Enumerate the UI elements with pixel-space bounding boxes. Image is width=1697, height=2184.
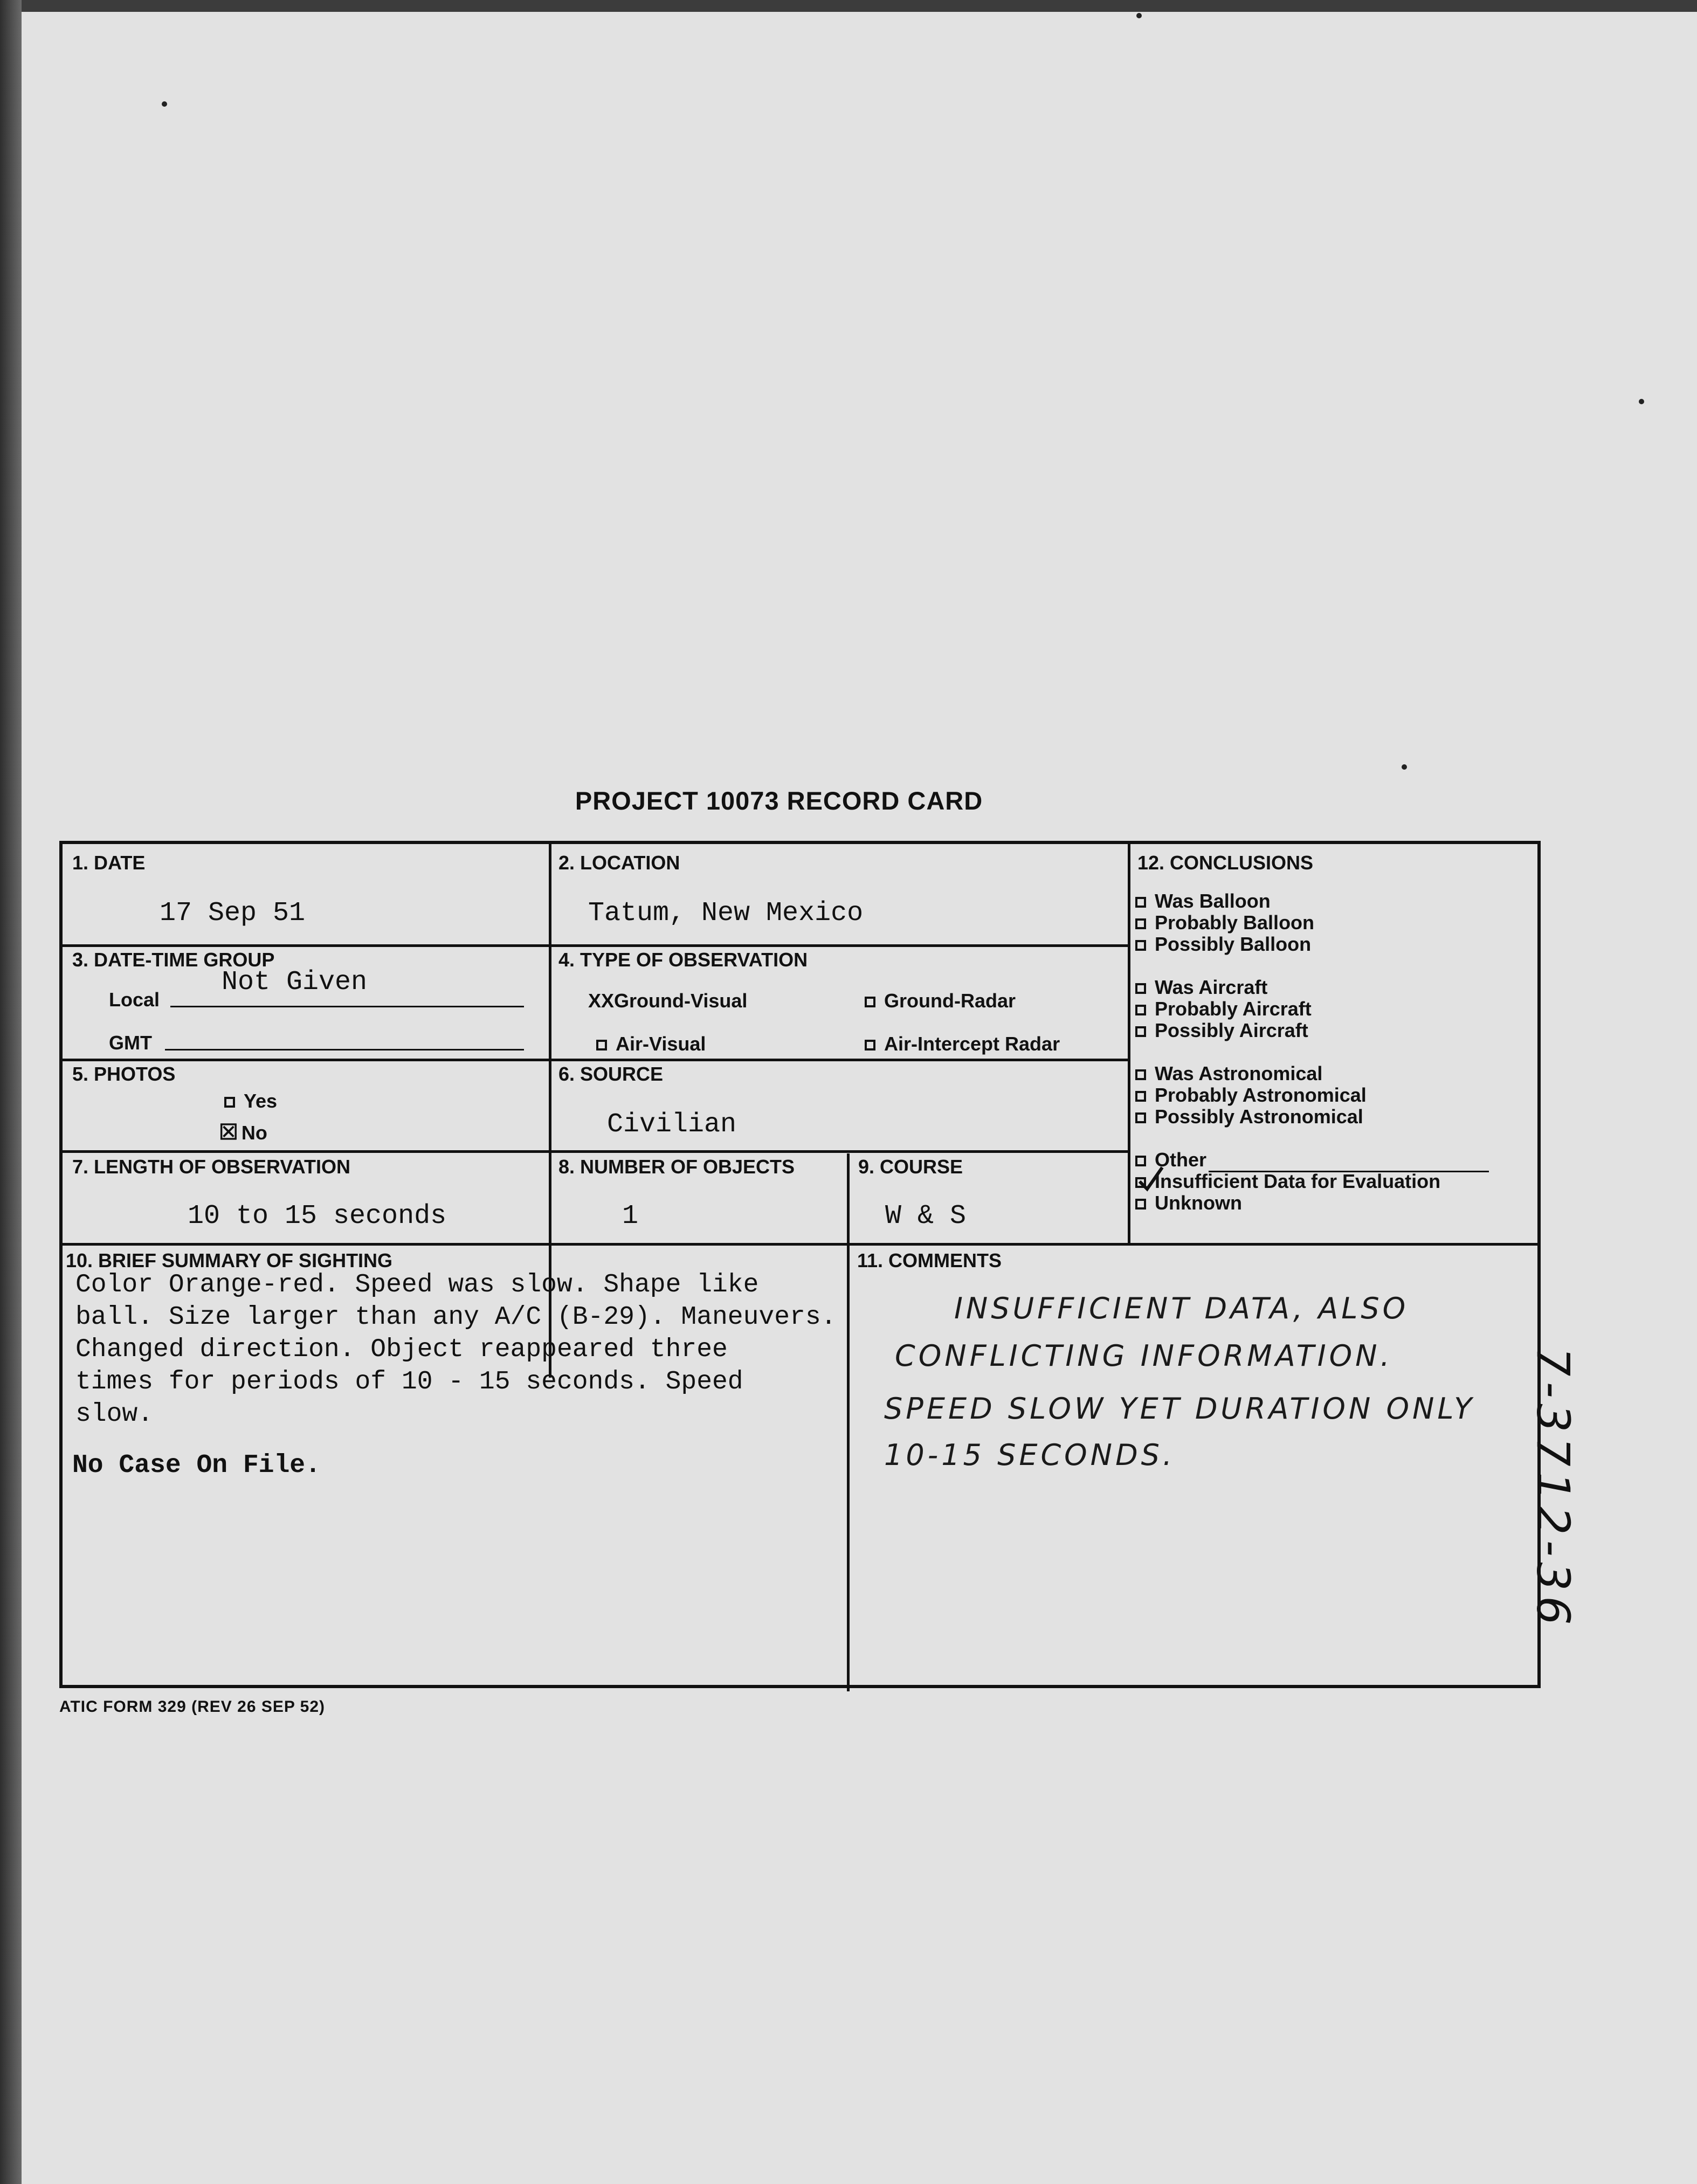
no-case-note: No Case On File. bbox=[72, 1451, 321, 1480]
checkbox-icon bbox=[1135, 918, 1146, 929]
dust-speck bbox=[1402, 764, 1407, 770]
divider bbox=[847, 1153, 850, 1691]
summary-label: 10. BRIEF SUMMARY OF SIGHTING bbox=[66, 1249, 393, 1271]
divider bbox=[63, 1243, 1537, 1246]
dust-speck bbox=[1136, 13, 1142, 18]
conclusion-probably-astronomical: Probably Astronomical bbox=[1135, 1084, 1367, 1106]
summary-line: slow. bbox=[75, 1400, 154, 1429]
type-of-observation-label: 4. TYPE OF OBSERVATION bbox=[558, 949, 808, 971]
divider bbox=[63, 1150, 1128, 1153]
handwritten-check-icon bbox=[1137, 1165, 1164, 1192]
comment-line: 10-15 SECONDS. bbox=[884, 1438, 1176, 1472]
photos-yes-option: Yes bbox=[224, 1090, 277, 1112]
gmt-label: GMT bbox=[109, 1032, 152, 1054]
source-label: 6. SOURCE bbox=[558, 1063, 664, 1085]
divider bbox=[1128, 844, 1130, 1243]
checkbox-icon bbox=[1135, 897, 1146, 908]
date-value: 17 Sep 51 bbox=[160, 898, 306, 929]
card-title: PROJECT 10073 RECORD CARD bbox=[575, 786, 983, 815]
local-underline bbox=[170, 1006, 524, 1007]
conclusion-was-astronomical: Was Astronomical bbox=[1135, 1063, 1322, 1084]
checkbox-icon bbox=[865, 1040, 875, 1050]
number-of-objects-value: 1 bbox=[622, 1201, 639, 1232]
divider bbox=[63, 944, 1128, 947]
conclusions-label: 12. CONCLUSIONS bbox=[1137, 852, 1314, 874]
dust-speck bbox=[1639, 399, 1644, 404]
checked-box-icon: ☒ bbox=[219, 1121, 238, 1144]
handwritten-file-number: 7-3712-36 bbox=[1527, 1347, 1579, 1630]
conclusion-probably-balloon: Probably Balloon bbox=[1135, 912, 1314, 934]
checkbox-icon bbox=[224, 1097, 235, 1108]
checkbox-icon bbox=[1135, 1091, 1146, 1102]
length-of-observation-label: 7. LENGTH OF OBSERVATION bbox=[72, 1156, 351, 1178]
record-card bbox=[59, 841, 1541, 1688]
number-of-objects-label: 8. NUMBER OF OBJECTS bbox=[558, 1156, 795, 1178]
scan-edge-top bbox=[0, 0, 1697, 12]
comment-line: INSUFFICIENT DATA, ALSO bbox=[954, 1291, 1409, 1325]
conclusion-other: Other bbox=[1135, 1149, 1489, 1172]
conclusion-was-aircraft: Was Aircraft bbox=[1135, 977, 1267, 998]
summary-text bbox=[75, 1269, 841, 1430]
comments-label: 11. COMMENTS bbox=[857, 1249, 1002, 1271]
local-label: Local bbox=[109, 989, 160, 1011]
checkbox-icon bbox=[1135, 1112, 1146, 1123]
date-label: 1. DATE bbox=[72, 852, 146, 874]
summary-line: ball. Size larger than any A/C (B-29). Maneuvers. bbox=[75, 1303, 837, 1332]
conclusion-insufficient-data: Insufficient Data for Evaluation bbox=[1135, 1171, 1440, 1192]
divider bbox=[63, 1059, 1128, 1061]
checkbox-icon bbox=[1135, 983, 1146, 994]
checkbox-icon bbox=[1135, 1026, 1146, 1037]
source-value: Civilian bbox=[607, 1109, 737, 1140]
checkbox-icon bbox=[1135, 1199, 1146, 1210]
local-time-value: Not Given bbox=[222, 967, 368, 998]
length-of-observation-value: 10 to 15 seconds bbox=[188, 1201, 447, 1232]
form-id: ATIC FORM 329 (REV 26 SEP 52) bbox=[59, 1698, 326, 1716]
air-visual-option: Air-Visual bbox=[596, 1033, 706, 1055]
conclusion-possibly-balloon: Possibly Balloon bbox=[1135, 934, 1311, 955]
dust-speck bbox=[162, 101, 167, 107]
location-label: 2. LOCATION bbox=[558, 852, 680, 874]
course-value: W & S bbox=[885, 1201, 967, 1232]
location-value: Tatum, New Mexico bbox=[588, 898, 864, 929]
summary-line: Color Orange-red. Speed was slow. Shape like bbox=[75, 1270, 759, 1300]
scan-edge-left bbox=[0, 0, 22, 2184]
conclusion-possibly-aircraft: Possibly Aircraft bbox=[1135, 1020, 1308, 1041]
checkbox-icon bbox=[1135, 1005, 1146, 1015]
photos-label: 5. PHOTOS bbox=[72, 1063, 176, 1085]
ground-radar-option: Ground-Radar bbox=[865, 990, 1016, 1012]
conclusion-possibly-astronomical: Possibly Astronomical bbox=[1135, 1106, 1363, 1128]
summary-line: Changed direction. Object reappeared three bbox=[75, 1335, 728, 1364]
summary-line: times for periods of 10 - 15 seconds. Speed bbox=[75, 1367, 743, 1397]
comment-line: CONFLICTING INFORMATION. bbox=[895, 1339, 1393, 1373]
gmt-underline bbox=[165, 1049, 524, 1050]
date-time-group-label: 3. DATE-TIME GROUP bbox=[72, 949, 275, 971]
conclusion-unknown: Unknown bbox=[1135, 1192, 1242, 1214]
air-intercept-radar-option: Air-Intercept Radar bbox=[865, 1033, 1060, 1055]
checkbox-icon bbox=[1135, 1069, 1146, 1080]
photos-no-option: ☒ No bbox=[219, 1121, 267, 1144]
conclusion-was-balloon: Was Balloon bbox=[1135, 890, 1271, 912]
ground-visual-option: XXGround-Visual bbox=[588, 990, 748, 1012]
checkbox-icon bbox=[596, 1040, 607, 1050]
comment-line: SPEED SLOW YET DURATION ONLY bbox=[884, 1392, 1475, 1426]
other-underline bbox=[1209, 1149, 1489, 1172]
course-label: 9. COURSE bbox=[858, 1156, 963, 1178]
checkbox-icon bbox=[865, 997, 875, 1007]
checkbox-icon bbox=[1135, 940, 1146, 951]
conclusion-probably-aircraft: Probably Aircraft bbox=[1135, 998, 1312, 1020]
